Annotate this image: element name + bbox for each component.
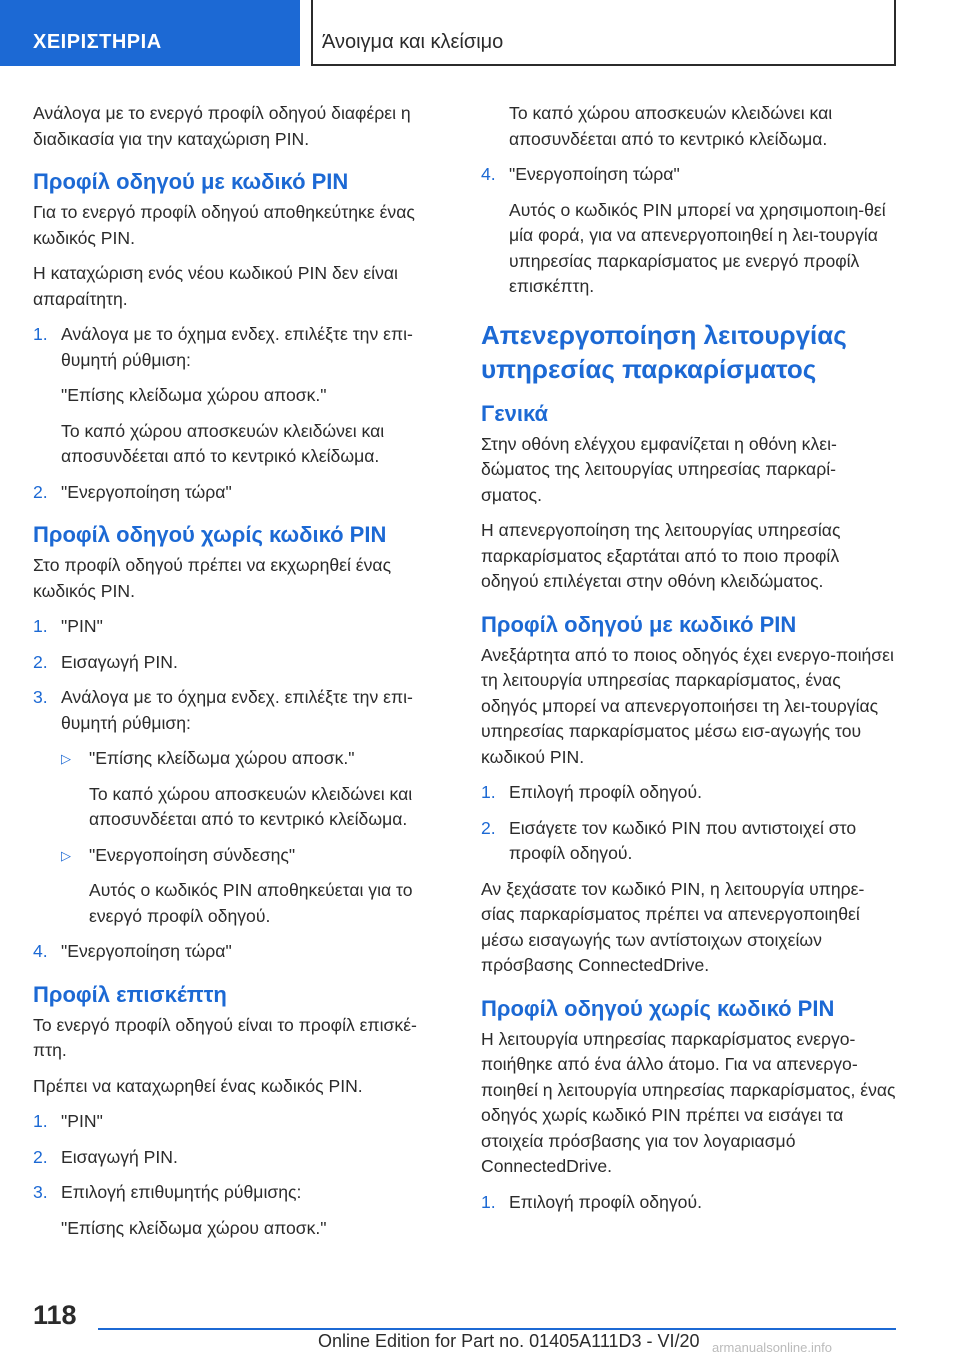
- paragraph: Η λειτουργία υπηρεσίας παρκαρίσματος ενεργο-ποιήθηκε από ένα άλλο άτομο. Για να απενεργο-ποιηθεί η λειτουργία υπηρεσίας παρκαρίσματος, ένας οδηγός χωρίς κωδικό PIN πρέπει να εισάγει τα στοιχεία πρόσβασης για τον λογαριασμό ConnectedDrive.: [481, 1028, 896, 1176]
- step-number: 2.: [33, 1146, 48, 1167]
- chapter-heading: Απενεργοποίηση λειτουργίας υπηρεσίας παρκαρίσματος: [481, 319, 847, 384]
- section-heading: Προφίλ οδηγού χωρίς κωδικό PIN: [33, 522, 387, 547]
- list-item: [33, 1180, 448, 1241]
- section-heading: Προφίλ επισκέπτη: [33, 981, 227, 1007]
- sub-note: Το καπό χώρου αποσκευών κλειδώνει και αποσυνδέεται από το κεντρικό κλείδωμα.: [89, 783, 413, 829]
- step-number: 1.: [481, 1191, 496, 1212]
- list-item: [33, 650, 448, 676]
- step-text: Εισαγωγή PIN.: [61, 651, 178, 672]
- step-option: "Επίσης κλείδωμα χώρου αποσκ.": [61, 1217, 327, 1238]
- watermark-text: armanualsonline.info: [712, 1340, 832, 1355]
- section-heading: Προφίλ οδηγού με κωδικό PIN: [481, 611, 797, 637]
- list-item: [33, 322, 448, 470]
- paragraph: Το ενεργό προφίλ οδηγού είναι το προφίλ επισκέ-πτη.: [33, 1014, 417, 1060]
- page-header: [0, 0, 960, 66]
- list-item: [481, 816, 896, 867]
- step-text: Εισαγωγή PIN.: [61, 1146, 178, 1167]
- footer-rule: [98, 1328, 896, 1330]
- list-item: [33, 939, 448, 965]
- triangle-bullet-icon: ▷: [61, 751, 71, 766]
- continued-note: Το καπό χώρου αποσκευών κλειδώνει και αποσυνδέεται από το κεντρικό κλείδωμα.: [509, 103, 833, 149]
- step-text: "Ενεργοποίηση τώρα": [61, 481, 232, 502]
- step-number: 1.: [481, 782, 496, 802]
- chapter-tab[interactable]: ΧΕΙΡΙΣΤΗΡΙΑ: [0, 0, 300, 66]
- list-item: [33, 614, 448, 640]
- paragraph: Πρέπει να καταχωρηθεί ένας κωδικός PIN.: [33, 1075, 363, 1096]
- sub-list-item: [33, 746, 448, 833]
- triangle-bullet-icon: ▷: [61, 847, 71, 863]
- step-text: "PIN": [61, 616, 103, 636]
- paragraph: Για το ενεργό προφίλ οδηγού αποθηκεύτηκε ένας κωδικός PIN.: [33, 202, 415, 248]
- paragraph: Η απενεργοποίηση της λειτουργίας υπηρεσίας παρκαρίσματος εξαρτάται από το ποιο προφίλ οδηγού επιλέγεται στην οθόνη κλειδώματος.: [481, 520, 841, 591]
- step-number: 1.: [33, 324, 48, 344]
- step-number: 4.: [33, 941, 48, 961]
- step-option: "Επίσης κλείδωμα χώρου αποσκ.": [61, 385, 327, 405]
- list-item: [481, 1190, 896, 1216]
- step-text: Επιλογή προφίλ οδηγού.: [509, 782, 702, 802]
- list-item: [33, 1109, 448, 1135]
- step-number: 1.: [33, 616, 48, 636]
- step-number: 2.: [33, 481, 48, 502]
- step-note: Το καπό χώρου αποσκευών κλειδώνει και αποσυνδέεται από το κεντρικό κλείδωμα.: [61, 420, 385, 466]
- sub-text: "Ενεργοποίηση σύνδεσης": [89, 844, 296, 865]
- header-divider-right: [894, 0, 896, 66]
- header-divider: [311, 0, 313, 66]
- list-item: [481, 780, 896, 806]
- step-text: Επιλογή προφίλ οδηγού.: [509, 1191, 702, 1212]
- sub-text: "Επίσης κλείδωμα χώρου αποσκ.": [89, 748, 355, 768]
- paragraph: Ανεξάρτητα από το ποιος οδηγός έχει ενεργο-ποιήσει τη λειτουργία υπηρεσίας παρκαρίσματος, ένας οδηγός μπορεί να απενεργοποιήσει τη λει-τουργίας υπηρεσίας παρκαρίσματος μέσω εισ-αγωγής του κωδικού PIN.: [481, 644, 894, 767]
- step-text: "Ενεργοποίηση τώρα": [509, 164, 680, 184]
- step-note: Αυτός ο κωδικός PIN μπορεί να χρησιμοποιη-θεί μία φορά, για να απενεργοποιηθεί η λει-τουργία υπηρεσίας παρκαρίσματος με ενεργό προφίλ επισκέπτη.: [509, 199, 886, 296]
- step-text: Ανάλογα με το όχημα ενδεχ. επιλέξτε την επι-θυμητή ρύθμιση:: [61, 324, 413, 370]
- paragraph: Στο προφίλ οδηγού πρέπει να εκχωρηθεί ένας κωδικός PIN.: [33, 555, 392, 601]
- step-text: "PIN": [61, 1111, 103, 1131]
- step-number: 2.: [33, 651, 48, 672]
- list-item: [33, 480, 448, 506]
- sub-note: Αυτός ο κωδικός PIN αποθηκεύεται για το ενεργό προφίλ οδηγού.: [89, 880, 413, 926]
- edition-text: Online Edition for Part no. 01405A111D3 - VI/20: [318, 1331, 700, 1351]
- step-number: 2.: [481, 817, 496, 838]
- paragraph: Η καταχώριση ενός νέου κωδικού PIN δεν είναι απαραίτητη.: [33, 263, 398, 309]
- section-heading: Προφίλ οδηγού χωρίς κωδικό PIN: [481, 995, 835, 1021]
- step-text: Επιλογή επιθυμητής ρύθμισης:: [61, 1182, 302, 1202]
- list-item: [33, 1145, 448, 1171]
- left-column: [33, 101, 448, 1251]
- section-heading: Προφίλ οδηγού με κωδικό PIN: [33, 169, 349, 194]
- sub-list-item: [33, 843, 448, 930]
- step-number: 3.: [33, 687, 48, 707]
- list-item: [33, 685, 448, 736]
- section-title: Άνοιγμα και κλείσιμο: [322, 31, 504, 53]
- step-text: Εισάγετε τον κωδικό PIN που αντιστοιχεί στο προφίλ οδηγού.: [509, 817, 857, 863]
- paragraph: Αν ξεχάσατε τον κωδικό PIN, η λειτουργία υπηρε-σίας παρκαρίσματος πρέπει να απενεργοποιηθεί μέσω εισαγωγής των αντίστοιχων στοιχείων πρόσβασης ConnectedDrive.: [481, 878, 865, 975]
- step-number: 1.: [33, 1111, 48, 1131]
- header-underline: [311, 64, 896, 66]
- step-number: 3.: [33, 1182, 48, 1202]
- step-text: Ανάλογα με το όχημα ενδεχ. επιλέξτε την επι-θυμητή ρύθμιση:: [61, 687, 413, 733]
- paragraph: Στην οθόνη ελέγχου εμφανίζεται η οθόνη κλει-δώματος της λειτουργίας υπηρεσίας παρκαρί-σματος.: [481, 433, 837, 505]
- step-number: 4.: [481, 164, 496, 184]
- step-text: "Ενεργοποίηση τώρα": [61, 941, 232, 961]
- list-item: [481, 162, 896, 300]
- intro-paragraph: Ανάλογα με το ενεργό προφίλ οδηγού διαφέρει η διαδικασία για την καταχώριση PIN.: [33, 103, 411, 149]
- section-heading: Γενικά: [481, 400, 549, 426]
- right-column: [481, 101, 896, 1225]
- page-number: 118: [33, 1300, 77, 1330]
